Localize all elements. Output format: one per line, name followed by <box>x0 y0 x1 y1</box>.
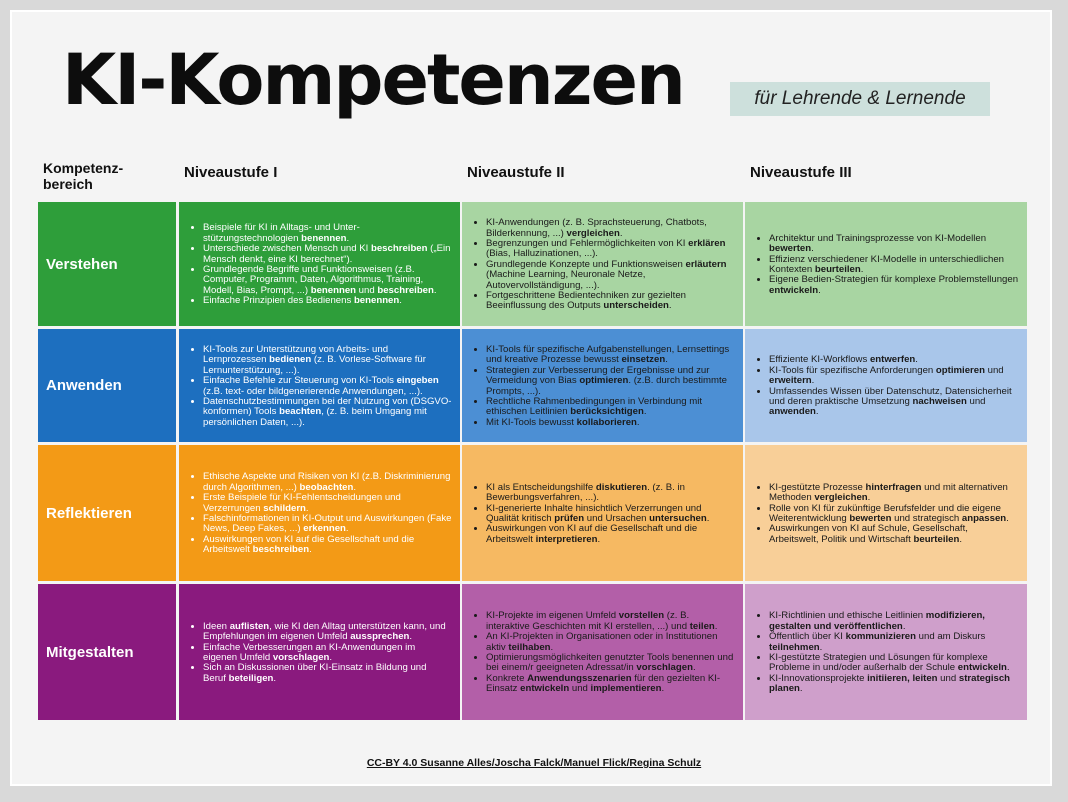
competence-item: • Öffentlich über KI kommunizieren und am Diskurs teilnehmen. <box>769 632 1019 653</box>
header-level-2: Niveaustufe II <box>467 164 565 181</box>
competence-item: • KI-Richtlinien und ethische Leitlinien modifizieren, gestalten und veröffentlichen. <box>769 611 1019 632</box>
competence-list <box>472 218 735 312</box>
row-label-anwenden: Anwenden <box>38 329 176 442</box>
competence-item: • Rolle von KI für zukünftige Berufsfelder und die eigene Weiterentwicklung bewerten und strategisch anpassen. <box>769 504 1019 525</box>
competence-item: • Auswirkungen von KI auf Schule, Gesellschaft, Arbeitswelt, Politik und Wirtschaft beurteilen. <box>769 524 1019 545</box>
competence-item: • Einfache Prinzipien des Bedienens benennen. <box>203 296 452 306</box>
competence-item: • Fortgeschrittene Bedientechniken zur gezielten Beeinflussung des Outputs unterscheiden. <box>486 291 735 312</box>
competence-item: • Falschinformationen in KI-Output und Auswirkungen (Fake News, Deep Fakes, ...) erkennen. <box>203 514 452 535</box>
cell-reflektieren-level-1 <box>179 445 460 581</box>
cell-verstehen-level-3 <box>745 202 1027 326</box>
competence-item: • KI als Entscheidungshilfe diskutieren. (z. B. in Bewerbungsverfahren, ...). <box>486 483 735 504</box>
page-title: KI-Kompetenzen <box>62 39 684 121</box>
competence-item: • Konkrete Anwendungsszenarien für den gezielten KI-Einsatz entwickeln und implementieren. <box>486 674 735 695</box>
cell-anwenden-level-3 <box>745 329 1027 442</box>
cell-verstehen-level-1 <box>179 202 460 326</box>
competence-item: • Einfache Verbesserungen an KI-Anwendungen im eigenen Umfeld vorschlagen. <box>203 643 452 664</box>
competence-item: • Datenschutzbestimmungen bei der Nutzung von (DSGVO-konformen) Tools beachten, (z. B. beim Umgang mit persönlichen Daten, ...). <box>203 397 452 428</box>
competence-item: • Rechtliche Rahmenbedingungen in Verbindung mit ethischen Leitlinien berücksichtigen. <box>486 397 735 418</box>
cell-mitgestalten-level-1 <box>179 584 460 720</box>
competence-item: • KI-Innovationsprojekte initiieren, leiten und strategisch planen. <box>769 674 1019 695</box>
competence-item: • KI-generierte Inhalte hinsichtlich Verzerrungen und Qualität kritisch prüfen und Ursachen untersuchen. <box>486 504 735 525</box>
competence-item: • Grundlegende Begriffe und Funktionsweisen (z.B. Computer, Programm, Daten, Algorithmus, Training, Modell, Bias, Prompt, ...) benennen und beschreiben. <box>203 265 452 296</box>
competence-item: • Unterschiede zwischen Mensch und KI beschreiben („Ein Mensch denkt, eine KI berechnet“). <box>203 244 452 265</box>
cell-mitgestalten-level-2 <box>462 584 743 720</box>
competence-list <box>755 355 1019 417</box>
competence-list <box>189 622 452 684</box>
competence-item: • Umfassendes Wissen über Datenschutz, Datensicherheit und deren praktische Umsetzung nachweisen und anwenden. <box>769 387 1019 418</box>
competence-item: • Begrenzungen und Fehlermöglichkeiten von KI erklären (Bias, Halluzinationen, ...). <box>486 239 735 260</box>
competence-list <box>755 611 1019 694</box>
competence-item: • Ideen auflisten, wie KI den Alltag unterstützen kann, und Empfehlungen im eigenen Umfeld aussprechen. <box>203 622 452 643</box>
competence-item: • Beispiele für KI in Alltags- und Unter-stützungstechnologien benennen. <box>203 223 452 244</box>
competence-list <box>755 483 1019 545</box>
competence-list <box>189 223 452 306</box>
license-footer: CC-BY 4.0 Susanne Alles/Joscha Falck/Manuel Flick/Regina Schulz <box>366 757 702 769</box>
competence-item: • Optimierungsmöglichkeiten genutzter Tools benennen und bei einem/r geeigneten Adressat/in vorschlagen. <box>486 653 735 674</box>
competence-item: • Effizienz verschiedener KI-Modelle in unterschiedlichen Kontexten beurteilen. <box>769 255 1019 276</box>
cell-anwenden-level-2 <box>462 329 743 442</box>
cell-mitgestalten-level-3 <box>745 584 1027 720</box>
cell-reflektieren-level-2 <box>462 445 743 581</box>
cell-anwenden-level-1 <box>179 329 460 442</box>
header-competence-area <box>43 160 163 192</box>
competence-item: • Mit KI-Tools bewusst kollaborieren. <box>486 418 735 428</box>
competence-item: • Eigene Bedien-Strategien für komplexe Problemstellungen entwickeln. <box>769 275 1019 296</box>
competence-list <box>189 472 452 555</box>
competence-item: • KI-Projekte im eigenen Umfeld vorstellen (z. B. interaktive Geschichten mit KI erstellen, ...) und teilen. <box>486 611 735 632</box>
competence-item: • Grundlegende Konzepte und Funktionsweisen erläutern (Machine Learning, Neuronale Netze, Autovervollständigung, ...). <box>486 260 735 291</box>
row-label-verstehen: Verstehen <box>38 202 176 326</box>
competence-list <box>189 345 452 428</box>
header-competence-area-text: Kompetenz- bereich <box>43 160 124 192</box>
competence-item: • Ethische Aspekte und Risiken von KI (z.B. Diskriminierung durch Algorithmen, ...) beobachten. <box>203 472 452 493</box>
competence-item: • An KI-Projekten in Organisationen oder in Institutionen aktiv teilhaben. <box>486 632 735 653</box>
competence-list <box>472 611 735 694</box>
audience-badge: für Lehrende & Lernende <box>730 82 990 116</box>
competence-list <box>472 483 735 545</box>
competence-item: • Auswirkungen von KI auf die Gesellschaft und die Arbeitswelt beschreiben. <box>203 535 452 556</box>
competence-item: • Architektur und Trainingsprozesse von KI-Modellen bewerten. <box>769 234 1019 255</box>
row-label-mitgestalten: Mitgestalten <box>38 584 176 720</box>
competence-item: • Effiziente KI-Workflows entwerfen. <box>769 355 1019 365</box>
competence-item: • KI-Anwendungen (z. B. Sprachsteuerung, Chatbots, Bilderkennung, ...) vergleichen. <box>486 218 735 239</box>
competence-item: • KI-Tools für spezifische Anforderungen optimieren und erweitern. <box>769 366 1019 387</box>
row-label-reflektieren: Reflektieren <box>38 445 176 581</box>
competence-item: • Strategien zur Verbesserung der Ergebnisse und zur Vermeidung von Bias optimieren. (z.B. durch bestimmte Prompts, ...). <box>486 366 735 397</box>
competence-item: • KI-gestützte Strategien und Lösungen für komplexe Probleme in und/oder außerhalb der Schule entwickeln. <box>769 653 1019 674</box>
cell-reflektieren-level-3 <box>745 445 1027 581</box>
competence-item: • KI-Tools zur Unterstützung von Arbeits- und Lernprozessen bedienen (z. B. Vorlese-Software für Lernunterstützung, ...). <box>203 345 452 376</box>
competence-item: • Einfache Befehle zur Steuerung von KI-Tools eingeben (z.B. text- oder bildgenerierende Anwendungen, ...). <box>203 376 452 397</box>
competence-item: • KI-gestützte Prozesse hinterfragen und mit alternativen Methoden vergleichen. <box>769 483 1019 504</box>
competence-item: • Auswirkungen von KI auf die Gesellschaft und die Arbeitswelt interpretieren. <box>486 524 735 545</box>
header-level-1: Niveaustufe I <box>184 164 278 181</box>
competence-list <box>755 234 1019 296</box>
competence-item: • Erste Beispiele für KI-Fehlentscheidungen und Verzerrungen schildern. <box>203 493 452 514</box>
competence-list <box>472 345 735 428</box>
competence-item: • KI-Tools für spezifische Aufgabenstellungen, Lernsettings und kreative Prozesse bewusst einsetzen. <box>486 345 735 366</box>
competence-item: • Sich an Diskussionen über KI-Einsatz in Bildung und Beruf beteiligen. <box>203 663 452 684</box>
header-level-3: Niveaustufe III <box>750 164 852 181</box>
cell-verstehen-level-2 <box>462 202 743 326</box>
